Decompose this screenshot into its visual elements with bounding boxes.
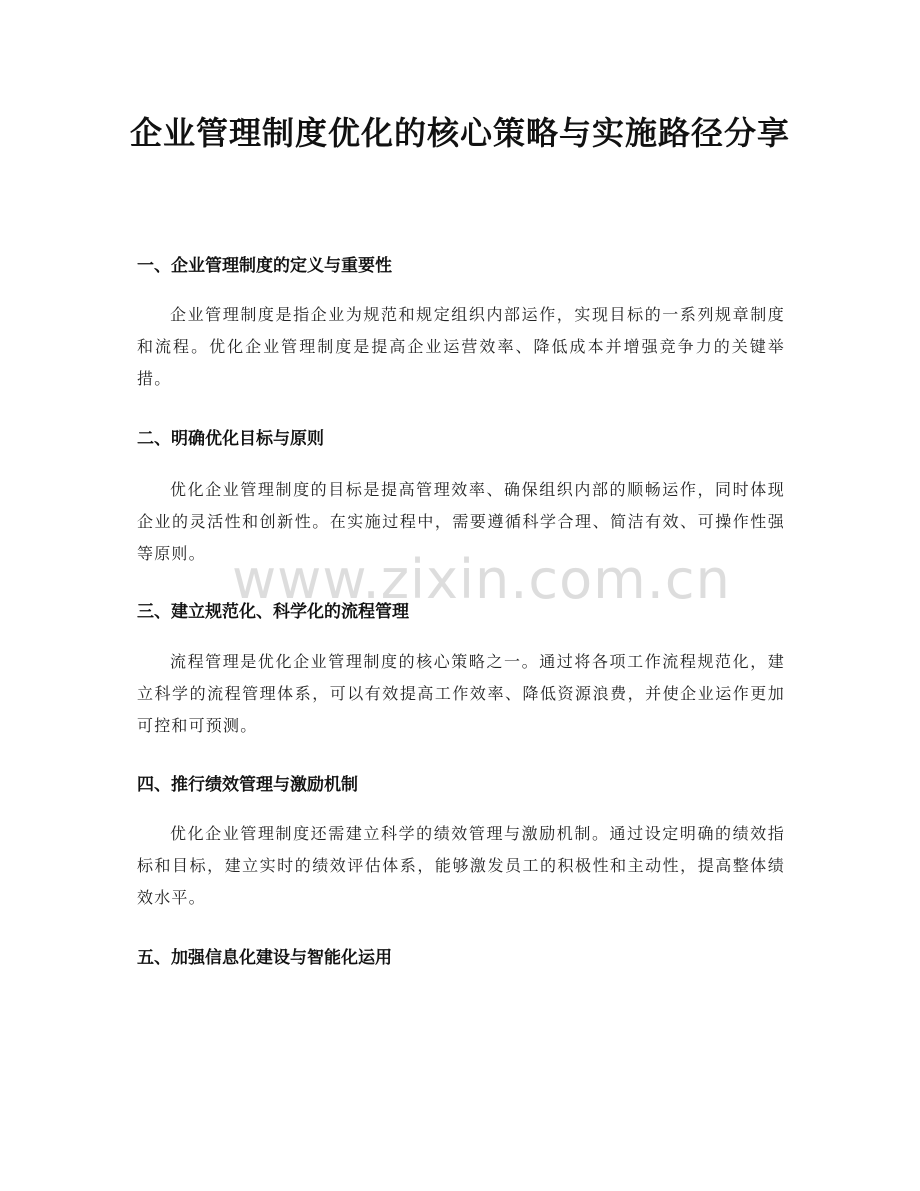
section-heading-5: 五、加强信息化建设与智能化运用: [137, 948, 392, 968]
section-heading-3: 三、建立规范化、科学化的流程管理: [137, 602, 409, 622]
section-body-3: 流程管理是优化企业管理制度的核心策略之一。通过将各项工作流程规范化，建立科学的流程管理体系，可以有效提高工作效率、降低资源浪费，并使企业运作更加可控和可预测。: [137, 652, 785, 735]
document-title: 企业管理制度优化的核心策略与实施路径分享: [129, 114, 790, 152]
section-heading-1: 一、企业管理制度的定义与重要性: [137, 256, 392, 276]
section-heading-4: 四、推行绩效管理与激励机制: [137, 775, 358, 795]
section-heading-2: 二、明确优化目标与原则: [137, 429, 324, 449]
section-body-4: 优化企业管理制度还需建立科学的绩效管理与激励机制。通过设定明确的绩效指标和目标，建立实时的绩效评估体系，能够激发员工的积极性和主动性，提高整体绩效水平。: [137, 824, 785, 907]
watermark: www.zixin.com.cn: [232, 548, 731, 611]
section-body-1: 企业管理制度是指企业为规范和规定组织内部运作，实现目标的一系列规章制度和流程。优化企业管理制度是提高企业运营效率、降低成本并增强竞争力的关键举措。: [137, 305, 785, 388]
section-body-2: 优化企业管理制度的目标是提高管理效率、确保组织内部的顺畅运作，同时体现企业的灵活性和创新性。在实施过程中，需要遵循科学合理、简洁有效、可操作性强等原则。: [137, 480, 785, 563]
